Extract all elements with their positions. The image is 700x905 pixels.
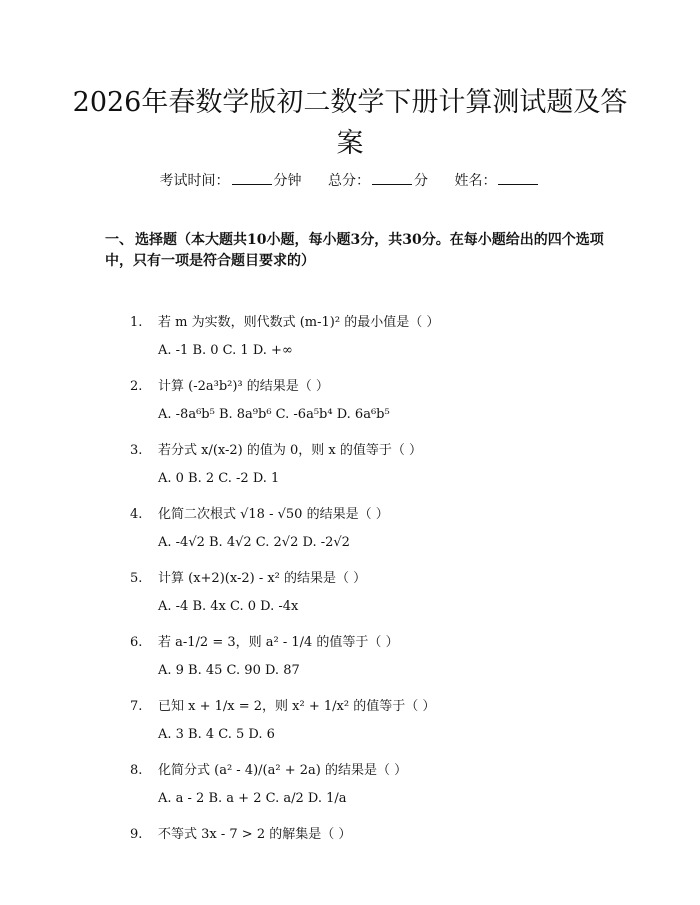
question-options: A. a - 2 B. a + 2 C. a/2 D. 1/a bbox=[158, 791, 347, 806]
total-score-label: 总分： bbox=[328, 173, 370, 189]
question-item bbox=[130, 631, 399, 650]
section-number: 一、 bbox=[105, 232, 133, 248]
question-number: 7. bbox=[130, 699, 143, 714]
exam-time-unit: 分钟 bbox=[273, 173, 302, 189]
question-item bbox=[130, 695, 435, 714]
exam-time-field bbox=[160, 170, 302, 190]
question-number: 1. bbox=[130, 315, 143, 330]
question-text: 若 m 为实数，则代数式 (m-1)² 的最小值是（ ） bbox=[158, 315, 440, 330]
question-options: A. -1 B. 0 C. 1 D. +∞ bbox=[158, 343, 293, 358]
question-item bbox=[130, 311, 439, 330]
exam-time-label: 考试时间： bbox=[159, 173, 230, 189]
section-text: 选择题（本大题共10小题，每小题3分，共30分。在每小题给出的四个选项中，只有一项是符合题目要求的） bbox=[105, 232, 604, 269]
question-item bbox=[130, 503, 389, 522]
question-number: 9. bbox=[130, 827, 143, 842]
question-options: A. 9 B. 45 C. 90 D. 87 bbox=[158, 663, 300, 678]
question-number: 6. bbox=[130, 635, 143, 650]
question-text: 计算 (-2a³b²)³ 的结果是（ ） bbox=[158, 379, 329, 394]
question-text: 已知 x + 1/x = 2，则 x² + 1/x² 的值等于（ ） bbox=[158, 699, 436, 714]
question-number: 4. bbox=[130, 507, 143, 522]
question-options: A. -4√2 B. 4√2 C. 2√2 D. -2√2 bbox=[158, 535, 350, 550]
question-number: 2. bbox=[130, 379, 143, 394]
student-name-blank bbox=[498, 172, 538, 185]
question-number: 3. bbox=[130, 443, 143, 458]
exam-time-blank bbox=[232, 172, 272, 185]
question-text: 若 a-1/2 = 3，则 a² - 1/4 的值等于（ ） bbox=[158, 635, 399, 650]
exam-title: 2026年春数学版初二数学下册计算测试题及答案 bbox=[72, 87, 628, 159]
total-score-field bbox=[328, 170, 428, 190]
total-score-blank bbox=[372, 172, 412, 185]
student-name-label: 姓名： bbox=[454, 173, 497, 189]
section-heading bbox=[105, 230, 605, 272]
question-item bbox=[130, 375, 329, 394]
question-text: 计算 (x+2)(x-2) - x² 的结果是（ ） bbox=[158, 571, 367, 586]
question-options: A. 0 B. 2 C. -2 D. 1 bbox=[158, 471, 280, 486]
total-score-unit: 分 bbox=[414, 173, 428, 189]
question-item bbox=[130, 439, 422, 458]
question-number: 5. bbox=[130, 571, 143, 586]
question-options: A. -8a⁶b⁵ B. 8a⁹b⁶ C. -6a⁵b⁴ D. 6a⁶b⁵ bbox=[158, 407, 390, 422]
question-options: A. 3 B. 4 C. 5 D. 6 bbox=[158, 727, 275, 742]
student-name-field bbox=[454, 170, 540, 190]
question-number: 8. bbox=[130, 763, 143, 778]
question-options: A. -4 B. 4x C. 0 D. -4x bbox=[158, 599, 299, 614]
question-item bbox=[130, 823, 351, 842]
question-item bbox=[130, 759, 407, 778]
question-item bbox=[130, 567, 366, 586]
question-text: 若分式 x/(x-2) 的值为 0，则 x 的值等于（ ） bbox=[158, 443, 423, 458]
question-text: 化简分式 (a² - 4)/(a² + 2a) 的结果是（ ） bbox=[158, 763, 408, 778]
question-text: 化简二次根式 √18 - √50 的结果是（ ） bbox=[158, 507, 389, 522]
exam-info-line bbox=[0, 170, 700, 190]
question-text: 不等式 3x - 7 > 2 的解集是（ ） bbox=[158, 827, 352, 842]
